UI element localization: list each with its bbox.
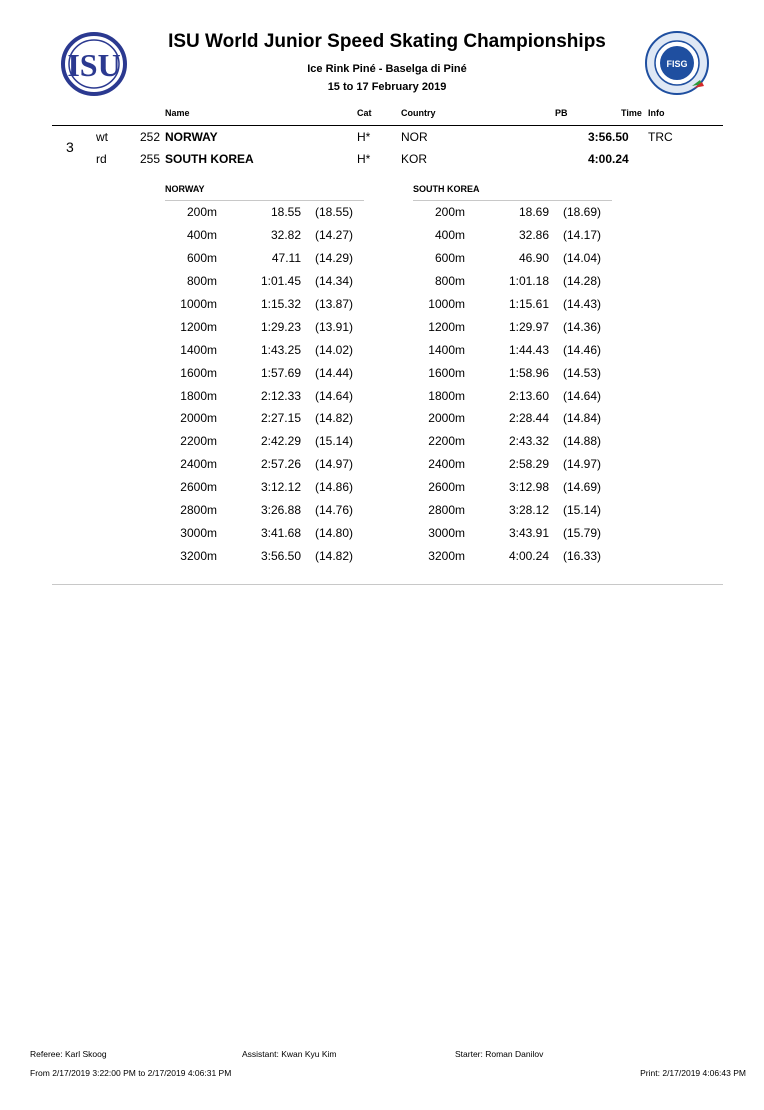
lap-time: (14.76) [314,503,353,518]
lap-time: (18.69) [562,205,601,220]
split-row [413,201,601,224]
split-row [413,476,601,499]
footer-referee: Referee: Karl Skoog [30,1049,107,1059]
split-row [165,247,353,270]
splits-heading-norway: NORWAY [165,184,205,194]
col-header-pb: PB [555,108,568,118]
lap-time: (14.17) [562,228,601,243]
split-time: 47.11 [271,251,301,266]
split-time: 18.69 [518,205,549,220]
split-row [413,453,601,476]
split-row [165,544,353,567]
split-row [413,430,601,453]
footer-print-time: Print: 2/17/2019 4:06:43 PM [640,1068,746,1078]
split-time: 3:28.12 [508,503,549,518]
fisg-logo [644,30,710,96]
split-row [413,407,601,430]
split-time: 1:15.32 [260,297,301,311]
split-distance: 1600m [180,365,217,380]
split-row [413,521,601,544]
lane-label: wt [96,130,108,144]
lap-time: (14.80) [314,525,353,540]
split-distance: 2200m [428,434,465,449]
split-time: 1:01.18 [508,274,549,289]
footer-assistant: Assistant: Kwan Kyu Kim [242,1049,337,1059]
split-row [165,315,353,338]
lap-time: (14.04) [562,251,601,266]
split-time: 46.90 [518,251,549,266]
split-time: 32.82 [270,228,301,243]
lap-time: (14.44) [314,365,353,380]
split-row [165,499,353,522]
final-time: 3:56.50 [588,130,629,144]
split-row [413,247,601,270]
lap-time: (14.43) [562,297,601,311]
split-distance: 1200m [428,319,465,334]
lap-time: (14.97) [562,457,601,472]
lap-time: (16.33) [562,548,601,563]
split-time: 3:12.98 [508,480,549,495]
final-time: 4:00.24 [588,152,629,166]
lap-time: (14.28) [562,274,601,289]
col-header-cat: Cat [357,108,372,118]
split-distance: 3200m [180,548,217,563]
header-rule [52,125,723,126]
lap-time: (14.86) [314,480,353,495]
lap-time: (14.34) [314,274,353,289]
split-time: 1:57.69 [260,365,301,380]
split-distance: 400m [186,228,217,243]
split-row [165,361,353,384]
bib-number: 255 [140,152,161,166]
split-row [165,270,353,293]
split-time: 1:44.43 [508,342,549,357]
splits-table-norway [165,201,353,567]
split-time: 3:43.91 [508,525,549,540]
split-row [413,361,601,384]
split-distance: 400m [434,228,465,243]
split-row [413,384,601,407]
split-distance: 2000m [428,411,465,426]
lap-time: (15.14) [314,434,353,449]
split-distance: 2600m [428,480,465,495]
lap-time: (14.46) [562,342,601,357]
section-end-rule [52,584,723,585]
split-distance: 1600m [428,365,465,380]
split-time: 2:28.44 [508,411,549,426]
team-name: NORWAY [165,130,218,144]
split-time: 2:27.15 [260,411,301,426]
split-distance: 1400m [428,342,465,357]
split-distance: 1000m [428,297,465,311]
col-header-name: Name [165,108,190,118]
lap-time: (18.55) [314,205,353,220]
split-time: 1:29.97 [508,319,549,334]
country-code: KOR [401,152,428,166]
split-time: 1:01.45 [260,274,301,289]
split-time: 1:58.96 [508,365,549,380]
footer-starter: Starter: Roman Danilov [455,1049,544,1059]
split-time: 3:26.88 [260,503,301,518]
split-distance: 3000m [428,525,465,540]
split-row [165,453,353,476]
lap-time: (14.64) [314,388,353,403]
split-distance: 2400m [428,457,465,472]
lap-time: (14.97) [314,457,353,472]
split-time: 2:58.29 [508,457,549,472]
split-distance: 2800m [428,503,465,518]
split-time: 2:12.33 [260,388,301,403]
lap-time: (14.27) [314,228,353,243]
split-row [165,384,353,407]
lap-time: (14.64) [562,388,601,403]
lap-time: (14.69) [562,480,601,495]
lap-time: (14.88) [562,434,601,449]
pair-number: 3 [66,139,74,155]
split-distance: 2400m [180,457,217,472]
fisg-logo-text: FISG [666,59,688,69]
split-distance: 1800m [428,388,465,403]
split-row [165,521,353,544]
lane-label: rd [96,152,107,166]
split-row [165,338,353,361]
split-row [413,338,601,361]
team-name: SOUTH KOREA [165,152,254,166]
split-distance: 3200m [428,548,465,563]
isu-logo [60,31,128,97]
split-time: 2:57.26 [260,457,301,472]
lap-time: (14.36) [562,319,601,334]
split-distance: 2200m [180,434,217,449]
split-distance: 600m [434,251,465,266]
split-time: 3:56.50 [260,548,301,563]
split-distance: 200m [186,205,217,220]
footer-time-range: From 2/17/2019 3:22:00 PM to 2/17/2019 4:06:31 PM [30,1068,232,1078]
lap-time: (14.84) [562,411,601,426]
split-time: 18.55 [270,205,301,220]
split-row [165,293,353,316]
split-distance: 1200m [180,319,217,334]
lap-time: (14.02) [314,342,353,357]
lap-time: (15.14) [562,503,601,518]
event-dates: 15 to 17 February 2019 [327,81,447,93]
split-time: 1:29.23 [260,319,301,334]
col-header-country: Country [401,108,436,118]
split-distance: 3000m [180,525,217,540]
split-distance: 800m [186,274,217,289]
split-row [413,270,601,293]
split-row [165,224,353,247]
category: H* [357,152,371,166]
info-code: TRC [648,130,673,144]
lap-time: (13.87) [314,297,353,311]
col-header-info: Info [648,108,665,118]
split-row [413,544,601,567]
bib-number: 252 [140,130,161,144]
split-distance: 1000m [180,297,217,311]
country-code: NOR [401,130,428,144]
lap-time: (14.53) [562,365,601,380]
lap-time: (14.29) [314,251,353,266]
split-time: 32.86 [518,228,549,243]
split-row [413,224,601,247]
lap-time: (14.82) [314,411,353,426]
lap-time: (13.91) [314,319,353,334]
split-row [165,201,353,224]
split-row [165,407,353,430]
split-row [165,476,353,499]
split-time: 1:15.61 [508,297,549,311]
split-time: 2:13.60 [508,388,549,403]
split-distance: 800m [434,274,465,289]
split-time: 1:43.25 [260,342,301,357]
split-time: 2:42.29 [260,434,301,449]
venue: Ice Rink Piné - Baselga di Piné [307,63,467,75]
isu-logo-text: ISU [67,47,121,83]
split-distance: 2800m [180,503,217,518]
split-distance: 2000m [180,411,217,426]
split-time: 4:00.24 [508,548,549,563]
split-row [413,293,601,316]
split-row [165,430,353,453]
split-time: 3:12.12 [260,480,301,495]
split-row [413,499,601,522]
splits-heading-south-korea: SOUTH KOREA [413,184,480,194]
lap-time: (14.82) [314,548,353,563]
split-distance: 200m [434,205,465,220]
splits-table-south-korea [413,201,601,567]
split-distance: 2600m [180,480,217,495]
split-distance: 1400m [180,342,217,357]
split-time: 2:43.32 [508,434,549,449]
page-title: ISU World Junior Speed Skating Championships [168,31,606,52]
split-distance: 600m [186,251,217,266]
split-time: 3:41.68 [260,525,301,540]
split-distance: 1800m [180,388,217,403]
split-row [413,315,601,338]
category: H* [357,130,371,144]
col-header-time: Time [621,108,642,118]
lap-time: (15.79) [562,525,601,540]
